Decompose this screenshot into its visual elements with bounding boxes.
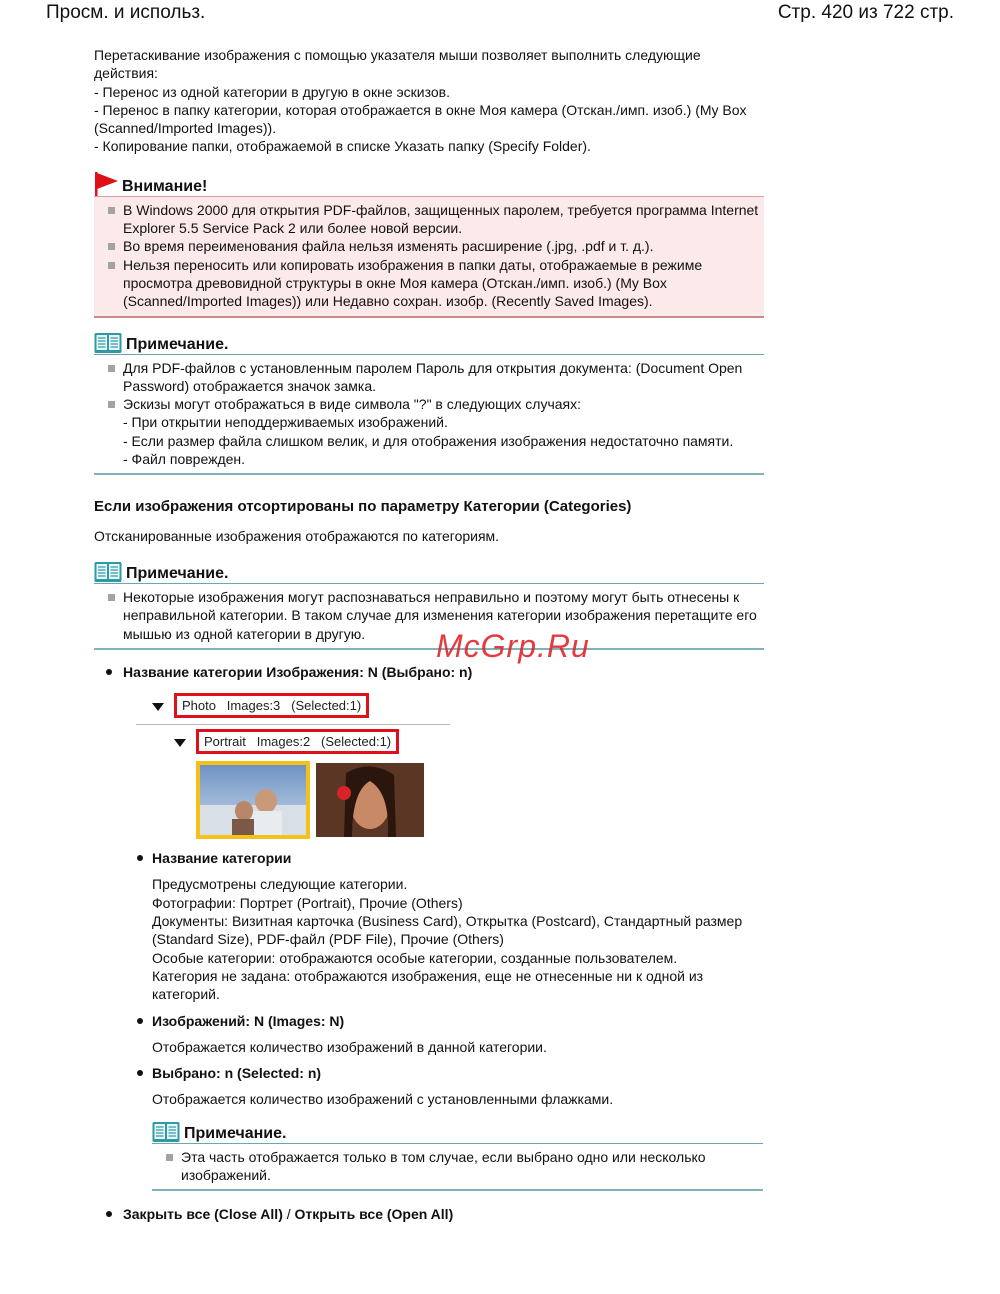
open-book-icon [94, 561, 122, 583]
warning-item: Во время переименования файла нельзя изменять расширение (.jpg, .pdf и т. д.). [123, 237, 764, 255]
note-box [94, 557, 764, 650]
slash-separator: / [282, 1206, 295, 1223]
open-book-icon [152, 1121, 180, 1143]
sub-text-line: Фотографии: Портрет (Portrait), Прочие (Others) [152, 894, 463, 911]
close-all-label: Закрыть все (Close All) [123, 1206, 283, 1223]
note-subline: - Файл поврежден. [123, 451, 246, 468]
warning-box [94, 170, 764, 318]
sub-section [152, 849, 764, 1191]
intro-text: Перетаскивание изображения с помощью указателя мыши позволяет выполнить следующие действия: [94, 47, 701, 82]
note-item [123, 395, 764, 468]
sub-text-line: Предусмотрены следующие категории. [152, 876, 408, 893]
note-title-row [94, 328, 764, 354]
sub-text-line: Особые категории: отображаются особые категории, созданные пользователем. [152, 949, 678, 966]
note-title-row [152, 1117, 763, 1143]
note-title: Примечание. [184, 1124, 287, 1142]
warning-item: Нельзя переносить или копировать изображения в папки даты, отображаемые в режиме просмотра древовидной структуры в окне Моя камера (Отскан./имп. изоб.) (My Box (Scanned/Imported Images)) или Недавно сохран. изобр. (Recently Saved Images). [123, 256, 764, 311]
note-item-lead: Эскизы могут отображаться в виде символа "?" в следующих случаях: [123, 396, 582, 413]
open-all-label: Открыть все (Open All) [294, 1206, 454, 1223]
note-title-row [94, 557, 764, 583]
note-title: Примечание. [126, 564, 229, 582]
warning-item: В Windows 2000 для открытия PDF-файлов, защищенных паролем, требуется программа Internet Explorer 5.5 Service Pack 2 или более новой версии. [123, 201, 764, 238]
note-content [94, 354, 764, 476]
watermark: McGrp.Ru [436, 628, 590, 664]
bullet-item [94, 1205, 764, 1223]
note-content [152, 1143, 763, 1192]
sub-text-line: Документы: Визитная карточка (Business Card), Открытка (Postcard), Стандартный размер (Standard Size), PDF-файл (PDF File), Прочие (Others) [152, 913, 743, 948]
intro-line: - Перенос в папку категории, которая отображается в окне Моя камера (Отскан./имп. изоб.) (My Box (Scanned/Imported Images)). [94, 101, 747, 137]
section-text: Отсканированные изображения отображаются по категориям. [94, 527, 500, 544]
warning-content [94, 196, 764, 318]
bullet-item: Название категории Изображения: N (Выбрано: n) [94, 663, 764, 681]
note-item: Некоторые изображения могут распознаваться неправильно и поэтому могут быть отнесены к неправильной категории. В таком случае для изменения категории изображения перетащите его мышью из одной категории в другую. [123, 588, 764, 643]
divider [136, 724, 450, 725]
intro-line: - Копирование папки, отображаемой в списке Указать папку (Specify Folder). [94, 138, 591, 155]
expand-triangle-icon [174, 739, 186, 747]
note-subline: - При открытии неподдерживаемых изображений. [123, 414, 448, 431]
sub-bullet: Название категории [152, 849, 764, 867]
note-box [152, 1117, 763, 1192]
note-subline: - Если размер файла слишком велик, и для отображения изображения недостаточно памяти. [123, 432, 734, 449]
note-title: Примечание. [126, 335, 229, 353]
note-box [94, 328, 764, 476]
category-header-portrait: Portrait Images:2 (Selected:1) [196, 729, 399, 754]
warning-title: Внимание! [122, 177, 208, 195]
sub-text-line: Категория не задана: отображаются изображения, еще не отнесенные ни к одной из категорий. [152, 967, 704, 1003]
note-item: Для PDF-файлов с установленным паролем Пароль для открытия документа: (Document Open Password) отображается значок замка. [123, 359, 764, 396]
sub-text-block [152, 875, 764, 1003]
expand-triangle-icon [152, 703, 164, 711]
note-content [94, 583, 764, 650]
note-item: Эта часть отображается только в том случае, если выбрано одно или несколько изображений. [181, 1148, 763, 1185]
intro-line: - Перенос из одной категории в другую в окне эскизов. [94, 83, 450, 100]
sub-bullet: Изображений: N (Images: N) [152, 1012, 764, 1030]
page-counter: Стр. 420 из 722 стр. [777, 2, 954, 23]
category-header-photo: Photo Images:3 (Selected:1) [174, 693, 369, 718]
page-content [94, 46, 764, 1224]
page-section-title: Просм. и использ. [46, 2, 206, 23]
thumbnail [316, 763, 424, 837]
open-book-icon [94, 332, 122, 354]
section-heading: Если изображения отсортированы по параметру Категории (Categories) [94, 498, 632, 516]
sub-text-line: Отображается количество изображений в данной категории. [152, 1038, 547, 1055]
thumbnail-selected [196, 761, 310, 839]
red-flag-icon [94, 172, 118, 196]
warning-title-row [94, 170, 764, 196]
category-figure [136, 693, 466, 841]
sub-text-line: Отображается количество изображений с установленными флажками. [152, 1091, 614, 1108]
sub-bullet: Выбрано: n (Selected: n) [152, 1064, 764, 1082]
